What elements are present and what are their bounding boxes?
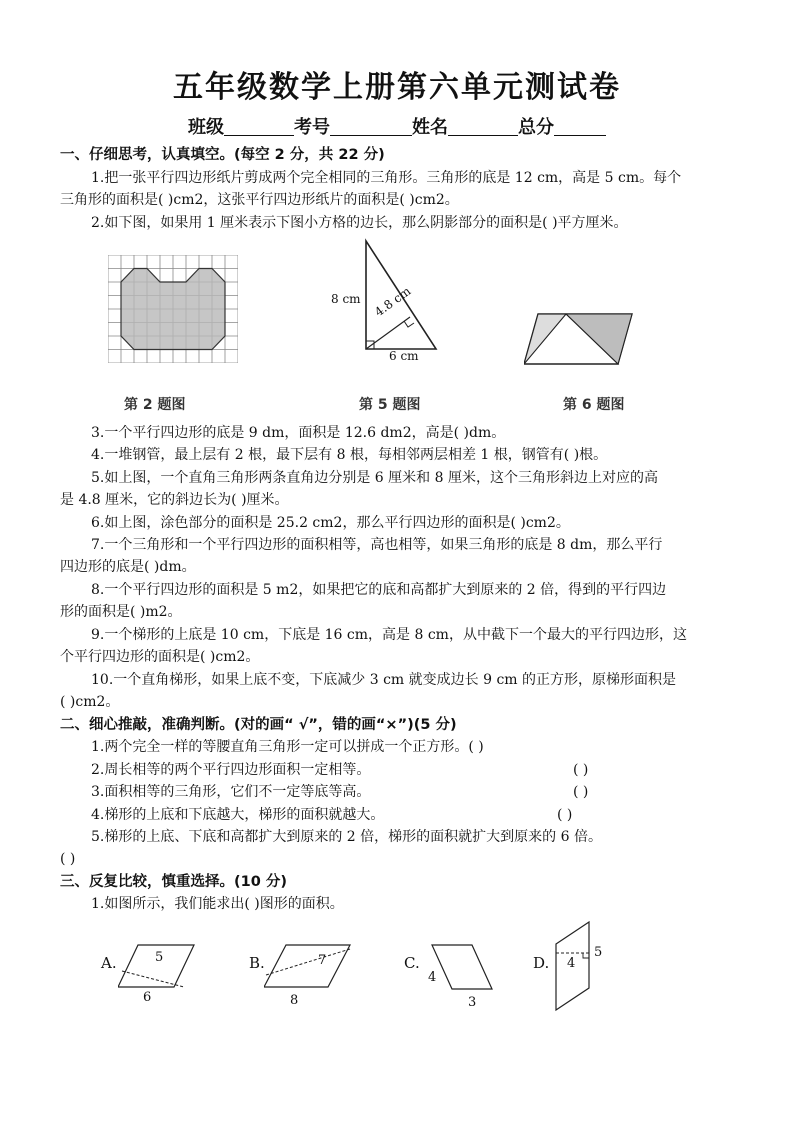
option-c-value-3: 3 — [468, 995, 477, 1010]
question-1-2: 2.如下图，如果用 1 厘米表示下图小方格的边长，那么阴影部分的面积是( )平方厘米。 — [91, 215, 628, 231]
question-2-3-answer[interactable]: ( ) — [573, 784, 589, 800]
option-b-label[interactable]: B. — [249, 954, 265, 972]
figure-6-parallelogram — [524, 310, 636, 370]
option-c-label[interactable]: C. — [404, 954, 420, 972]
option-a-value-5: 5 — [155, 950, 164, 965]
option-d-value-4: 4 — [567, 956, 576, 971]
question-2-4: 4.梯形的上底和下底越大，梯形的面积就越大。 — [91, 807, 385, 823]
question-1-10-line1: 10.一个直角梯形，如果上底不变，下底减少 3 cm 就变成边长 9 cm 的正方形，原梯形面积是 — [91, 672, 677, 688]
question-1-7-line1: 7.一个三角形和一个平行四边形的面积相等，高也相等，如果三角形的底是 8 dm，那么平行 — [91, 537, 663, 553]
exam-no-blank[interactable] — [330, 117, 412, 136]
question-1-1-line1: 1.把一张平行四边形纸片剪成两个完全相同的三角形。三角形的底是 12 cm，高是 5 cm。每个 — [91, 170, 682, 186]
class-label: 班级 — [188, 117, 224, 138]
question-2-2: 2.周长相等的两个平行四边形面积一定相等。 — [91, 762, 371, 778]
figure-6-caption: 第 6 题图 — [563, 397, 625, 413]
question-1-8-line2: 形的面积是( )m2。 — [60, 604, 182, 620]
question-1-10-line2: ( )cm2。 — [60, 694, 120, 710]
figure-5-side-label: 8 cm — [331, 292, 361, 306]
class-blank[interactable] — [224, 117, 294, 136]
question-1-7-line2: 四边形的底是( )dm。 — [60, 559, 196, 575]
question-1-4: 4.一堆钢管，最上层有 2 根，最下层有 8 根，每相邻两层相差 1 根，钢管有( )根。 — [91, 447, 608, 463]
figure-5-caption: 第 5 题图 — [359, 397, 421, 413]
question-2-3: 3.面积相等的三角形，它们不一定等底等高。 — [91, 784, 371, 800]
question-2-1: 1.两个完全一样的等腰直角三角形一定可以拼成一个正方形。( ) — [91, 739, 484, 755]
question-1-9-line1: 9.一个梯形的上底是 10 cm，下底是 16 cm，高是 8 cm，从中截下一个最大的平行四边形，这 — [91, 627, 687, 643]
student-info-line — [0, 113, 794, 139]
page-title: 五年级数学上册第六单元测试卷 — [173, 70, 621, 105]
question-1-3: 3.一个平行四边形的底是 9 dm，面积是 12.6 dm2，高是( )dm。 — [91, 425, 506, 441]
name-label: 姓名 — [412, 117, 448, 138]
question-2-5-line1: 5.梯形的上底、下底和高都扩大到原来的 2 倍，梯形的面积就扩大到原来的 6 倍。 — [91, 829, 602, 845]
option-d-value-5: 5 — [594, 945, 603, 960]
question-1-8-line1: 8.一个平行四边形的面积是 5 m2，如果把它的底和高都扩大到原来的 2 倍，得到的平行四边 — [91, 582, 667, 598]
section1-heading: 一、仔细思考，认真填空。(每空 2 分，共 22 分) — [60, 147, 385, 163]
option-d-label[interactable]: D. — [533, 954, 550, 972]
question-3-1: 1.如图所示，我们能求出( )图形的面积。 — [91, 896, 344, 912]
question-1-5-line2: 是 4.8 厘米，它的斜边长为( )厘米。 — [60, 492, 289, 508]
option-b-figure — [264, 943, 354, 991]
question-1-6: 6.如上图，涂色部分的面积是 25.2 cm2，那么平行四边形的面积是( )cm2。 — [91, 515, 570, 531]
section2-heading: 二、细心推敲，准确判断。(对的画“ √”，错的画“×”)(5 分) — [60, 717, 457, 733]
question-1-5-line1: 5.如上图，一个直角三角形两条直角边分别是 6 厘米和 8 厘米，这个三角形斜边上对应的高 — [91, 470, 658, 486]
figure-2-grid — [108, 255, 238, 363]
option-b-value-8: 8 — [290, 993, 299, 1008]
question-2-2-answer[interactable]: ( ) — [573, 762, 589, 778]
option-c-value-4: 4 — [428, 970, 437, 985]
figure-5-base-label: 6 cm — [389, 349, 419, 363]
option-a-label[interactable]: A. — [101, 954, 117, 972]
figure-2-caption: 第 2 题图 — [124, 397, 186, 413]
question-1-1-line2: 三角形的面积是( )cm2，这张平行四边形纸片的面积是( )cm2。 — [60, 192, 459, 208]
exam-no-label: 考号 — [294, 117, 330, 138]
question-1-9-line2: 个平行四边形的面积是( )cm2。 — [60, 649, 260, 665]
score-blank[interactable] — [554, 117, 606, 136]
section3-heading: 三、反复比较，慎重选择。(10 分) — [60, 874, 287, 890]
name-blank[interactable] — [448, 117, 518, 136]
option-c-figure — [430, 943, 496, 993]
score-label: 总分 — [518, 117, 554, 138]
question-2-4-answer[interactable]: ( ) — [557, 807, 573, 823]
option-a-value-6: 6 — [143, 990, 152, 1005]
option-b-value-7: 7 — [318, 953, 327, 968]
figure-5-height-label: 4.8 cm — [372, 283, 414, 320]
question-2-5-answer[interactable]: ( ) — [60, 851, 76, 867]
